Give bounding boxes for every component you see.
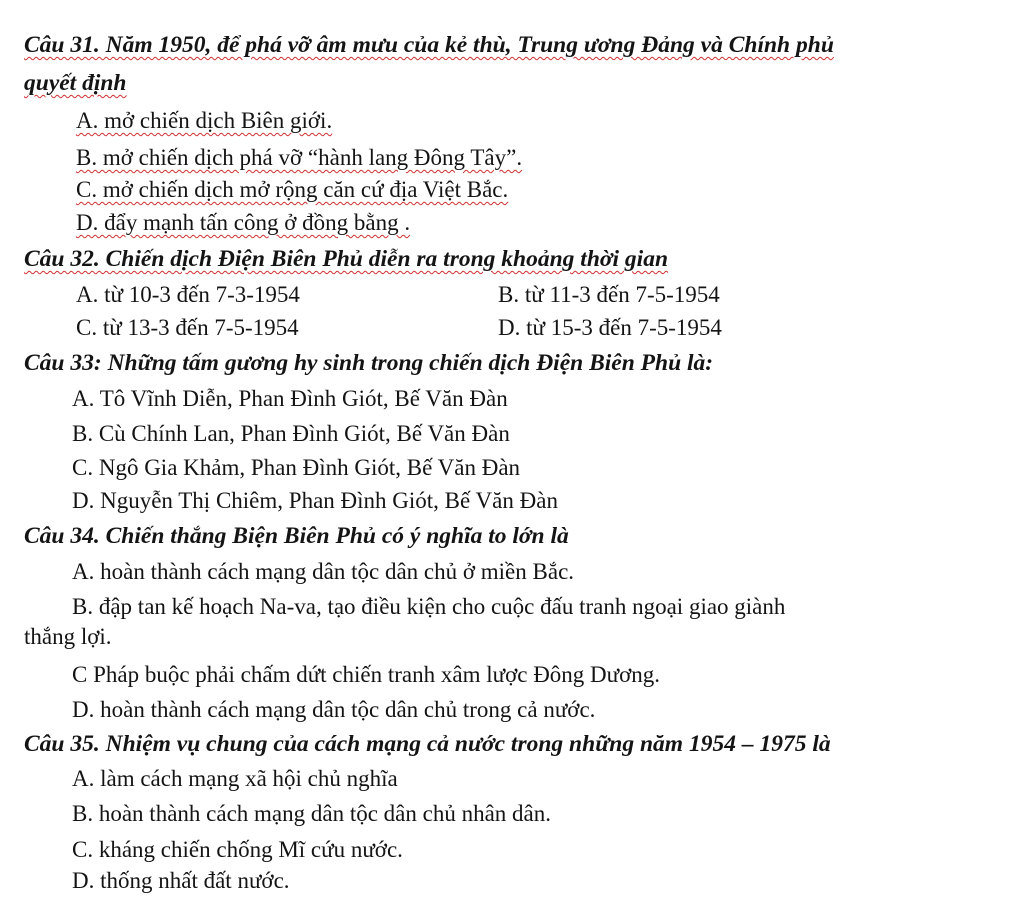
question-34-option-c: C Pháp buộc phải chấm dứt chiến tranh xâm lược Đông Dương. [72,662,661,687]
question-34-option-b-continued: thắng lợi. [24,624,112,649]
question-32-option-b: B. từ 11-3 đến 7-5-1954 [498,282,720,307]
question-32-option-d: D. từ 15-3 đến 7-5-1954 [498,315,722,340]
question-31-option-d: D. đẩy mạnh tấn công ở đồng bằng . [76,210,411,235]
question-34-option-b: B. đập tan kế hoạch Na-va, tạo điều kiện cho cuộc đấu tranh ngoại giao giành [72,594,786,619]
question-31-option-a: A. mở chiến dịch Biên giới. [76,108,333,133]
question-33-title: Câu 33: Những tấm gương hy sinh trong chiến dịch Điện Biên Phủ là: [24,350,714,376]
question-35-option-b: B. hoàn thành cách mạng dân tộc dân chủ nhân dân. [72,801,552,826]
question-31-option-b: B. mở chiến dịch phá vỡ “hành lang Đông Tây”. [76,145,523,170]
question-33-option-b: B. Cù Chính Lan, Phan Đình Giót, Bế Văn Đàn [72,421,510,446]
question-31-title-line-2: quyết định [24,70,127,96]
question-35-option-a: A. làm cách mạng xã hội chủ nghĩa [72,766,398,791]
question-32-title: Câu 32. Chiến dịch Điện Biên Phủ diễn ra trong khoảng thời gian [24,246,669,272]
question-32-option-a: A. từ 10-3 đến 7-3-1954 [76,282,300,307]
question-34-option-a: A. hoàn thành cách mạng dân tộc dân chủ ở miền Bắc. [72,559,575,584]
question-35-option-d: D. thống nhất đất nước. [72,868,290,893]
question-33-option-a: A. Tô Vĩnh Diễn, Phan Đình Giót, Bế Văn Đàn [72,386,508,411]
question-34-title: Câu 34. Chiến thắng Biện Biên Phủ có ý nghĩa to lớn là [24,523,569,549]
question-33-option-d: D. Nguyễn Thị Chiêm, Phan Đình Giót, Bế Văn Đàn [72,488,558,513]
question-33-option-c: C. Ngô Gia Khảm, Phan Đình Giót, Bế Văn Đàn [72,455,521,480]
question-32-option-c: C. từ 13-3 đến 7-5-1954 [76,315,299,340]
question-34-option-d: D. hoàn thành cách mạng dân tộc dân chủ trong cả nước. [72,697,596,722]
question-31-option-c: C. mở chiến dịch mở rộng căn cứ địa Việt Bắc. [76,177,509,202]
question-31-title-line-1: Câu 31. Năm 1950, để phá vỡ âm mưu của kẻ thù, Trung ương Đảng và Chính phủ [24,32,834,58]
question-35-option-c: C. kháng chiến chống Mĩ cứu nước. [72,837,403,862]
question-35-title: Câu 35. Nhiệm vụ chung của cách mạng cả nước trong những năm 1954 – 1975 là [24,731,831,757]
